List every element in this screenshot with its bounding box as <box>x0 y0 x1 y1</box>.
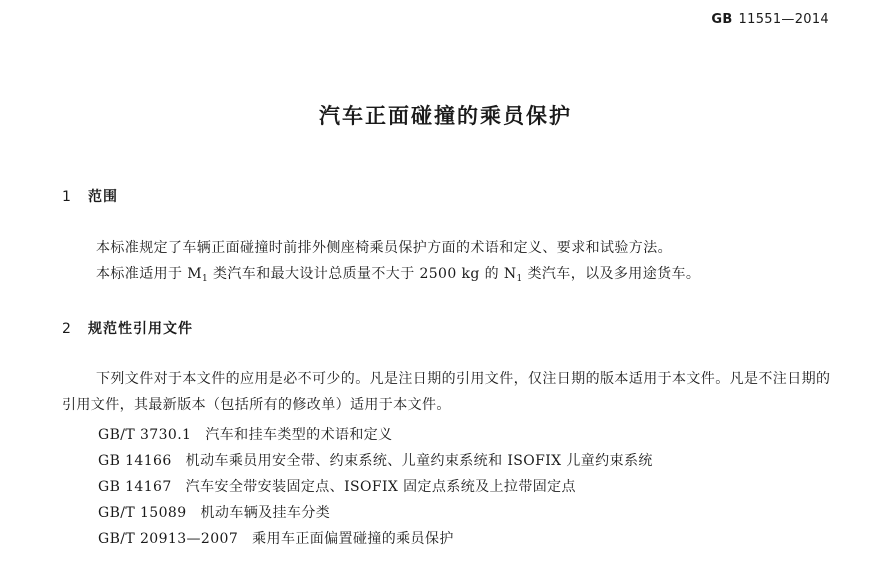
reference-code: GB/T 3730.1 <box>98 427 192 443</box>
reference-code: GB 14166 <box>98 453 172 469</box>
reference-item <box>98 502 330 522</box>
standard-prefix: GB <box>711 12 733 27</box>
standard-number: 11551—2014 <box>738 12 829 27</box>
reference-item <box>98 424 393 444</box>
section-2-number: 2 <box>62 321 72 337</box>
reference-item <box>98 450 653 470</box>
reference-code: GB/T 15089 <box>98 505 187 521</box>
section-1-heading <box>62 186 118 206</box>
reference-title: 机动车辆及挂车分类 <box>200 505 331 521</box>
reference-title: 汽车安全带安装固定点、ISOFIX 固定点系统及上拉带固定点 <box>185 479 576 495</box>
document-title: 汽车正面碰撞的乘员保护 <box>319 104 572 128</box>
standard-code <box>711 12 829 27</box>
section-2-heading <box>62 318 193 338</box>
section-2-title: 规范性引用文件 <box>88 321 193 337</box>
scope-paragraph-2: 本标准适用于 $M_1$ 类汽车和最大设计总质量不大于 2500 kg 的 $N_1$ 类汽车，以及多用途货车。 <box>96 266 701 284</box>
reference-item <box>98 476 576 496</box>
reference-code: GB/T 20913—2007 <box>98 531 239 547</box>
reference-title: 乘用车正面偏置碰撞的乘员保护 <box>252 531 454 547</box>
reference-title: 机动车乘员用安全带、约束系统、儿童约束系统和 ISOFIX 儿童约束系统 <box>185 453 653 469</box>
references-intro-paragraph: 下列文件对于本文件的应用是必不可少的。凡是注日期的引用文件，仅注日期的版本适用于本文件。凡是不注日期的引用文件，其最新版本（包括所有的修改单）适用于本文件。 <box>62 371 831 413</box>
scope-paragraph-1: 本标准规定了车辆正面碰撞时前排外侧座椅乘员保护方面的术语和定义、要求和试验方法。 <box>96 240 672 256</box>
reference-item <box>98 528 454 548</box>
section-1-number: 1 <box>62 189 72 205</box>
reference-title: 汽车和挂车类型的术语和定义 <box>205 427 393 443</box>
section-1-title: 范围 <box>88 189 118 205</box>
reference-code: GB 14167 <box>98 479 172 495</box>
